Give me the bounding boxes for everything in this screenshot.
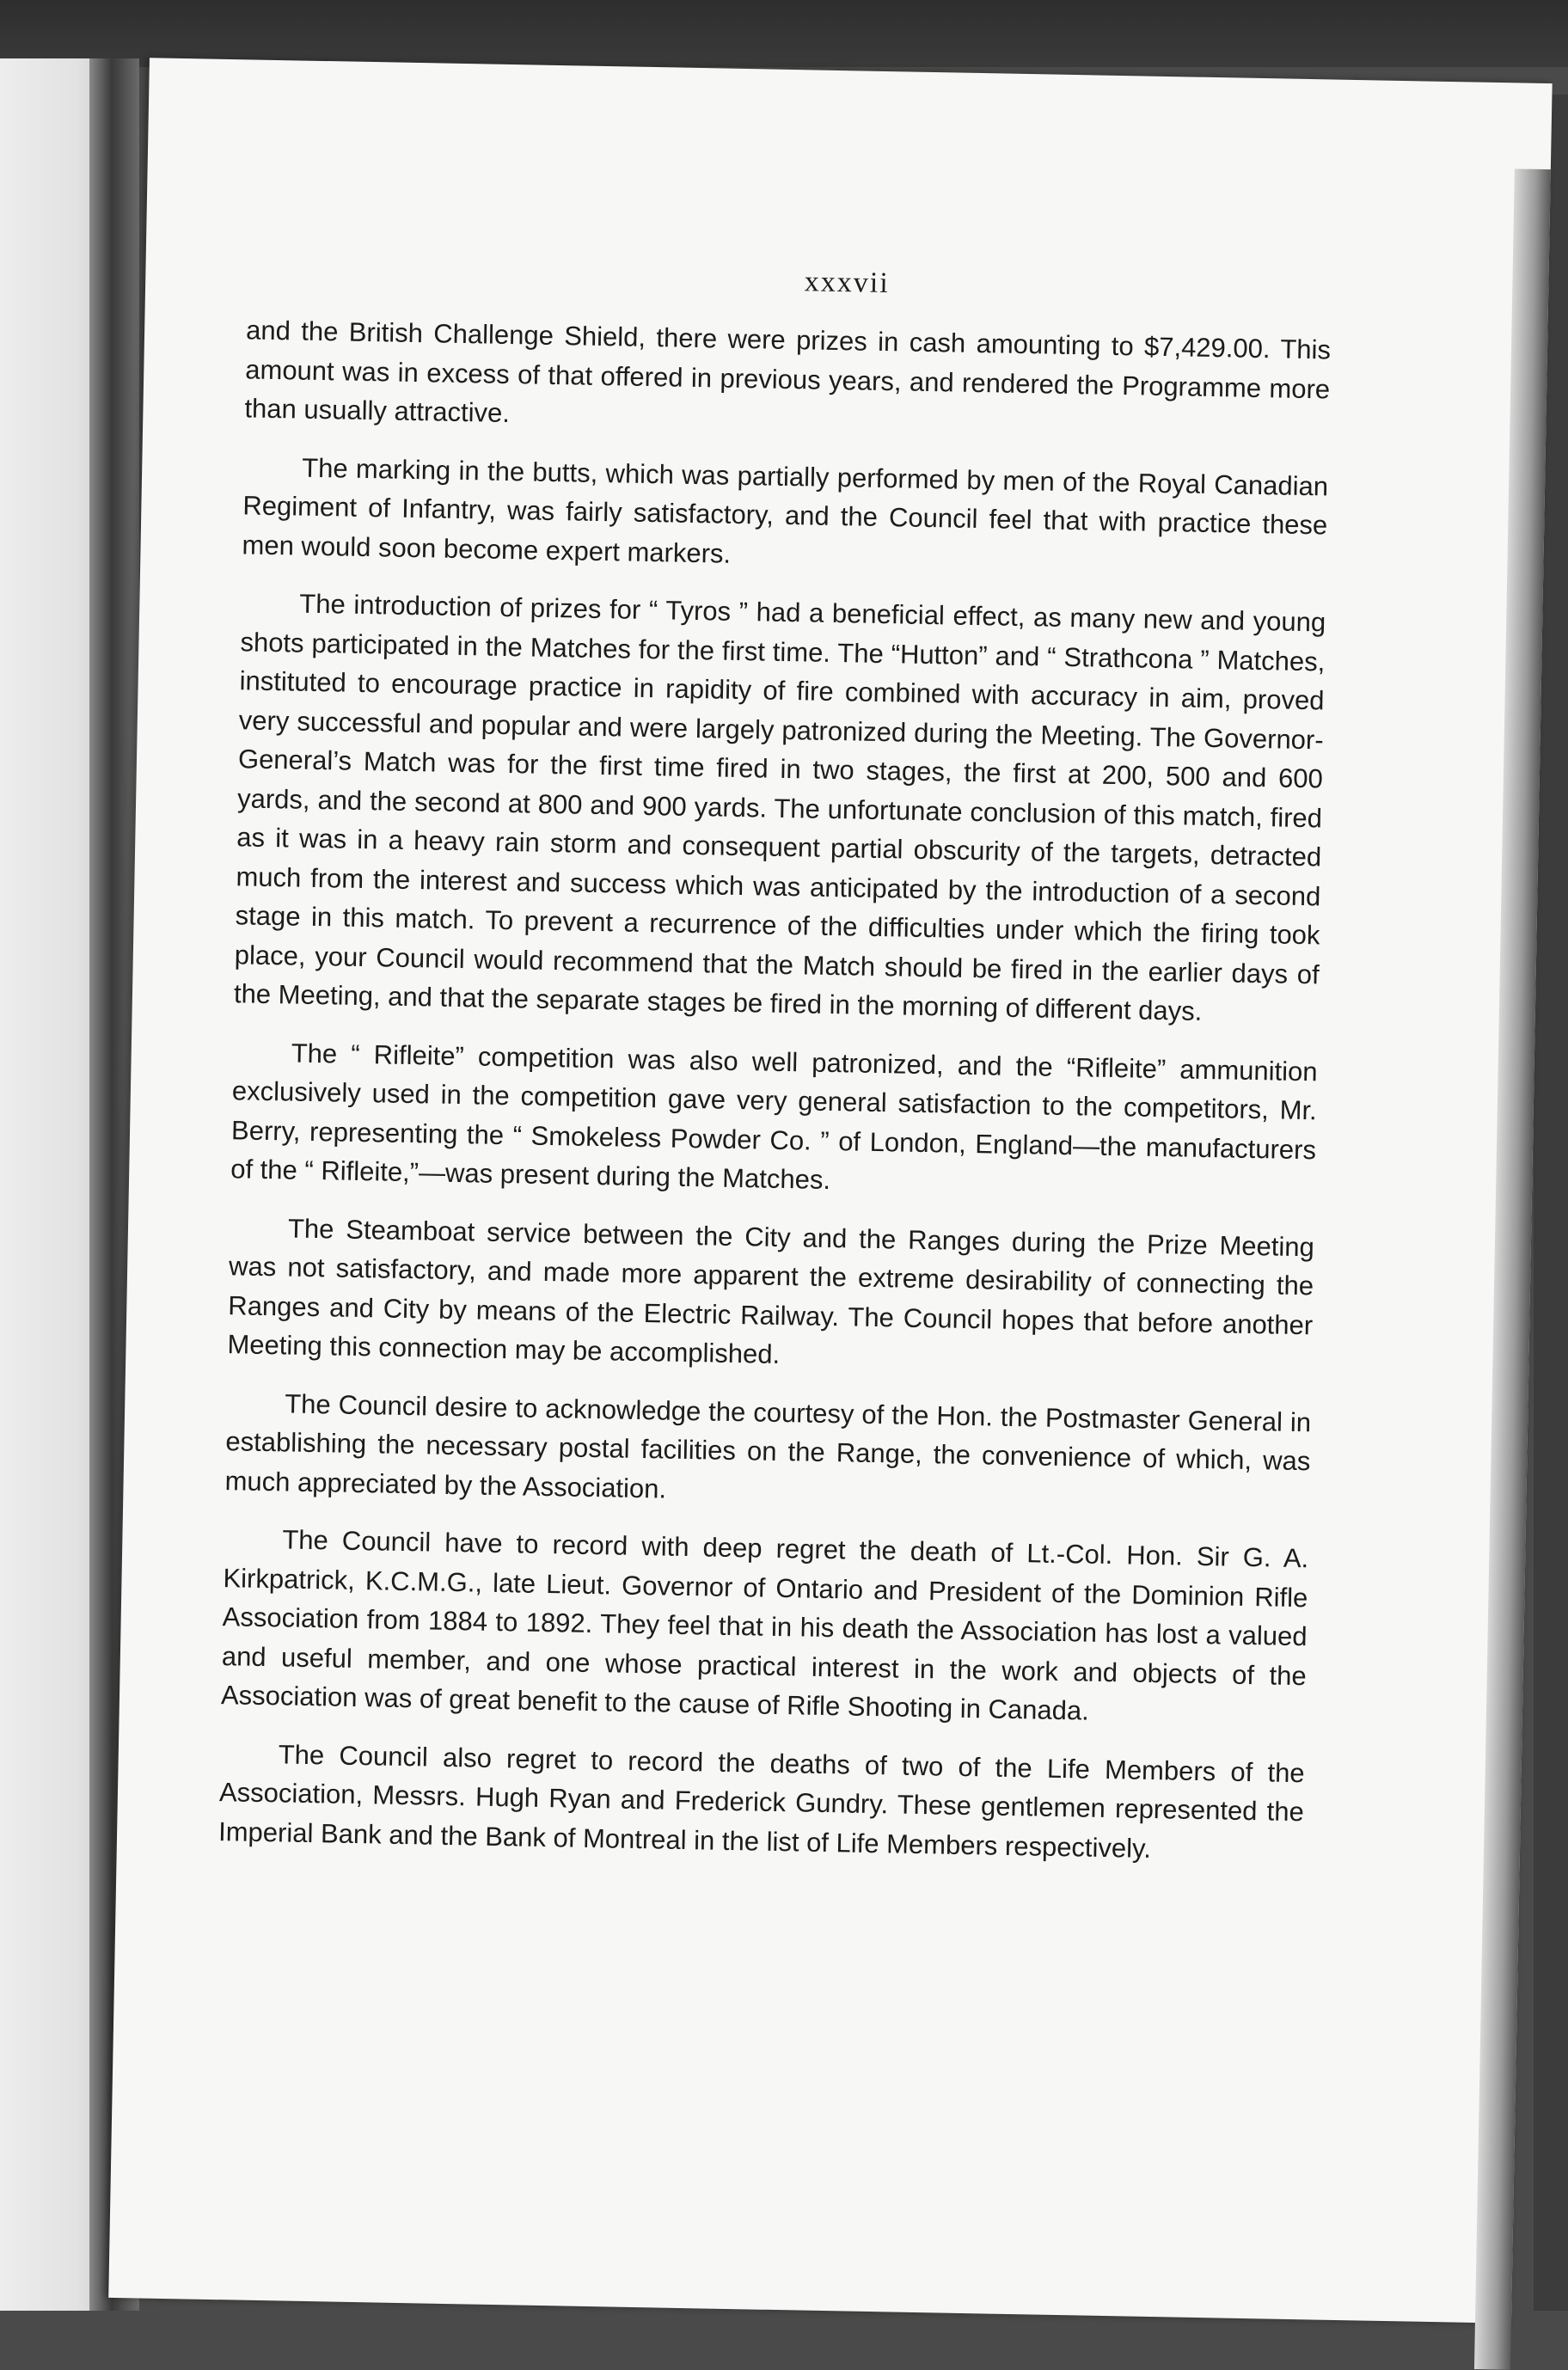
paragraph-life-members: The Council also regret to record the deaths of two of the Life Members of the Association, Messrs. Hugh Ryan and Frederick Gundry. These gentlemen represented the Imperial Bank and the Bank of Montreal in the list of Life Members respectively. (217, 1738, 1305, 1864)
body-text (217, 310, 1331, 1889)
paragraph-postmaster: The Council desire to acknowledge the courtesy of the Hon. the Postmaster General in establishing the necessary postal facilities on the Range, the convenience of which, was much appreciated by the Association. (224, 1387, 1312, 1504)
paragraph-marking: The marking in the butts, which was partially performed by men of the Royal Canadian Regiment of Infantry, was fairly satisfactory, and the Council feel that with practice these men would soon become expert markers. (242, 452, 1329, 569)
page-number: xxxvii (804, 266, 891, 300)
paragraph-kirkpatrick: The Council have to record with deep regret the death of Lt.-Col. Hon. Sir G. A. Kirkpatrick, K.C.M.G., late Lieut. Governor of Ontario and President of the Dominion Rifle Association from 1884 to 1892. They feel that in his death the Association has lost a valued and useful member, and one whose practical interest in the work and objects of the Association was of great benefit to the cause of Rifle Shooting in Canada. (220, 1524, 1309, 1726)
scan-background-top (0, 0, 1568, 67)
paragraph-prizes: and the British Challenge Shield, there were prizes in cash amounting to $7,429.00. This amount was in excess of that offered in previous years, and rendered the Programme more than usually attractive. (244, 315, 1332, 429)
paragraph-tyros: The introduction of prizes for “ Tyros ” had a beneficial effect, as many new and young shots participated in the Matches for the first time. The “Hutton” and “ Strathcona ” Matches, instituted to encourage practice in rapidity of fire combined with accuracy in aim, proved very successful and popular and were largely patronized during the Meeting. The Governor-General’s Match was for the first time fired in two stages, the first at 200, 500 and 600 yards, and the second at 800 and 900 yards. The unfortunate conclusion of this match, fired as it was in a heavy rain storm and consequent partial obscurity of the targets, detracted much from the interest and success which was anticipated by the introduction of a second stage in this match. To prevent a recurrence of the difficulties under which the firing took place, your Council would recommend that the Match should be fired in the earlier days of the Meeting, and that the separate stages be fired in the morning of different days. (233, 588, 1326, 1026)
document-page (108, 58, 1552, 2323)
paragraph-rifleite: The “ Rifleite” competition was also well patronized, and the “Rifleite” ammunition exclusively used in the competition gave very general satisfaction to the competitors, Mr. Berry, representing the “ Smokeless Powder Co. ” of London, England—the manufacturers of the “ Rifleite,”—was present during the Matches. (230, 1037, 1318, 1195)
paragraph-steamboat: The Steamboat service between the City and the Ranges during the Prize Meeting was not satisfactory, and made more apparent the extreme desirability of connecting the Ranges and City by means of the Electric Railway. The Council hopes that before another Meeting this connection may be accomplished. (227, 1212, 1315, 1369)
